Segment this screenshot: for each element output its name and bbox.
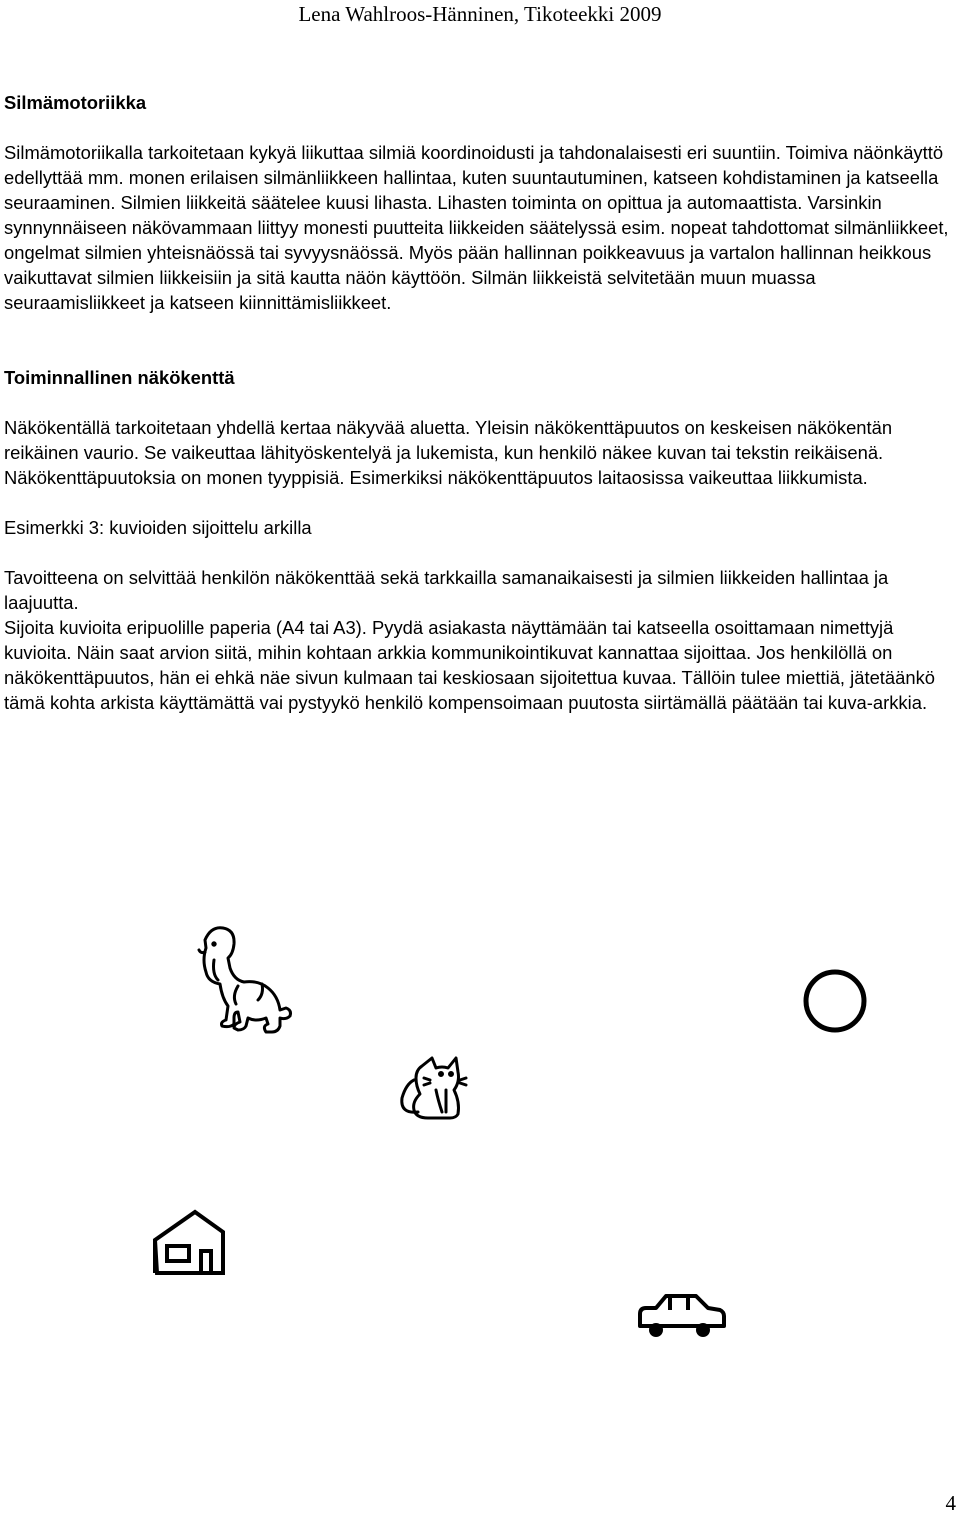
example-paragraph-goal: Tavoitteena on selvittää henkilön näkökenttää sekä tarkkailla samanaikaisesti ja silmien liikkeiden hallintaa ja laajuutta. <box>4 567 889 613</box>
example-paragraph-instructions: Sijoita kuvioita eripuolille paperia (A4 tai A3). Pyydä asiakasta näyttämään tai katseella osoittamaan nimettyjä kuvioita. Näin saat arvion siitä, mihin kohtaan arkkia kommunikointikuvat kannattaa sijoittaa. Jos henkilöllä on näkökenttäpuutos, hän ei ehkä näe sivun kulmaan tai keskiosaan sijoitettua kuvaa. Tällöin tulee miettiä, jätetäänkö tämä kohta arkista käyttämättä vai pystyykö henkilö kompensoimaan puutosta siirtämällä päätään tai kuva-arkkia. <box>4 617 936 713</box>
page-header: Lena Wahlroos-Hänninen, Tikoteekki 2009 <box>298 2 662 26</box>
section-heading-visual-field: Toiminnallinen näkökenttä <box>4 367 235 388</box>
document-body <box>4 90 954 715</box>
page-number: 4 <box>945 1491 956 1515</box>
dog-icon <box>199 928 291 1032</box>
cat-icon <box>402 1058 466 1118</box>
circle-icon <box>806 972 864 1030</box>
paragraph-visual-field: Näkökentällä tarkoitetaan yhdellä kertaa näkyvää aluetta. Yleisin näkökenttäpuutos on keskeisen näkökentän reikäinen vaurio. Se vaikeuttaa lähityöskentelyä ja lukemista, kun henkilö näkee kuvan tai tekstin reikäisenä. Näkökenttäpuutoksia on monen tyyppisiä. Esimerkiksi näkökenttäpuutos laitaosissa vaikeuttaa liikkumista. <box>4 417 893 488</box>
car-icon <box>640 1296 724 1335</box>
example-title: Esimerkki 3: kuvioiden sijoittelu arkilla <box>4 517 312 538</box>
house-icon <box>155 1212 223 1273</box>
paragraph-eye-motor: Silmämotoriikalla tarkoitetaan kykyä liikuttaa silmiä koordinoidusti ja tahdonalaisesti eri suuntiin. Toimiva näönkäyttö edellyttää mm. monen erilaisen silmänliikkeen hallintaa, kuten suuntautuminen, katseen kohdistaminen ja katseella seuraaminen. Silmien liikkeitä säätelee kuusi lihasta. Lihasten toiminta on opittua ja automaattista. Varsinkin synnynnäiseen näkövammaan liittyy monesti puutteita liikkeiden säätelyssä esim. nopeat tahdottomat silmänliikkeet, ongelmat silmien yhteisnäössä tai syvyysnäössä. Myös pään hallinnan poikkeavuus ja vartalon hallinnan heikkous vaikuttavat silmien liikkeisiin ja sitä kautta näön käyttöön. Silmän liikkeistä selvitetään muun muassa seuraamisliikkeet ja katseen kiinnittämisliikkeet. <box>4 142 949 313</box>
section-heading-eye-motor: Silmämotoriikka <box>4 92 147 113</box>
